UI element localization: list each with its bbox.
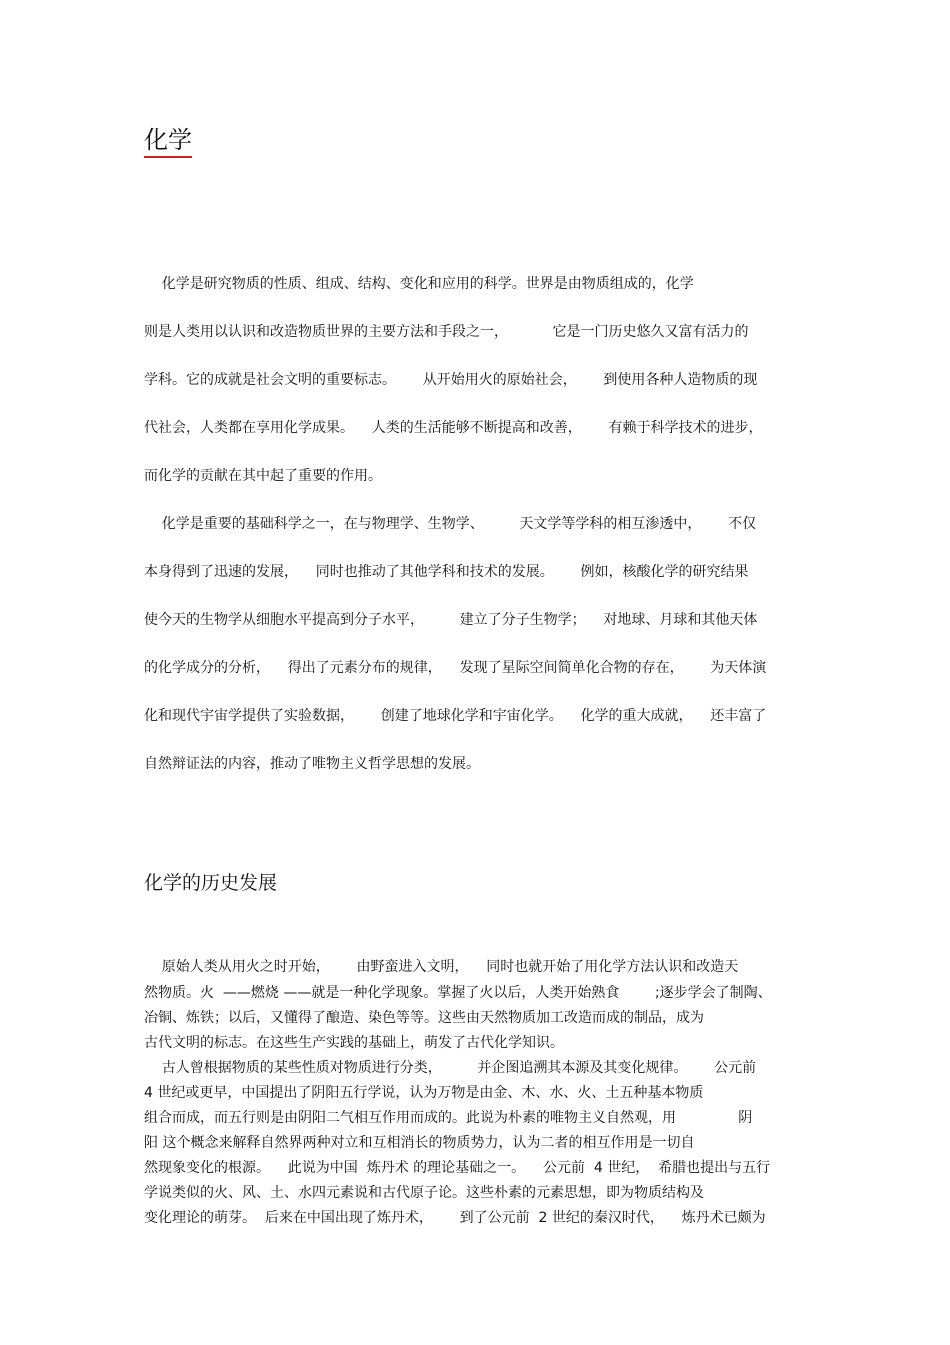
paragraph-line: 化学是重要的基础科学之一，在与物理学、生物学、 天文学等学科的相互渗透中， 不仅 (144, 516, 757, 532)
paragraph-line: 古人曾根据物质的某些性质对物质进行分类， 并企图追溯其本源及其变化规律。 公元前 (144, 1060, 757, 1076)
paragraph-line: 化和现代宇宙学提供了实验数据， 创建了地球化学和宇宙化学。 化学的重大成就， 还丰富了 (144, 708, 767, 724)
paragraph-line: 然物质。火 ——燃烧 ——就是一种化学现象。掌握了火以后，人类开始熟食 ;逐步学会了制陶、 (144, 985, 772, 1001)
paragraph-line: 原始人类从用火之时开始， 由野蛮进入文明， 同时也就开始了用化学方法认识和改造天 (144, 959, 739, 975)
paragraph-line: 学说类似的火、风、土、水四元素说和古代原子论。这些朴素的元素思想，即为物质结构及 (144, 1185, 704, 1201)
paragraph-line: 本身得到了迅速的发展， 同时也推动了其他学科和技术的发展。 例如，核酸化学的研究结果 (144, 564, 749, 580)
paragraph-line: 而化学的贡献在其中起了重要的作用。 (144, 468, 382, 484)
paragraph-line: 则是人类用以认识和改造物质世界的主要方法和手段之一， 它是一门历史悠久又富有活力的 (144, 324, 749, 340)
page-title: 化学 (144, 124, 192, 158)
paragraph-line: 代社会，人类都在享用化学成果。 人类的生活能够不断提高和改善， 有赖于科学技术的进步， (144, 420, 763, 436)
paragraph-line: 冶铜、炼铁；以后，又懂得了酿造、染色等等。这些由天然物质加工改造而成的制品，成为 (144, 1010, 704, 1026)
paragraph-line: 使今天的生物学从细胞水平提高到分子水平， 建立了分子生物学； 对地球、月球和其他天体 (144, 612, 758, 628)
paragraph-line: 化学是研究物质的性质、组成、结构、变化和应用的科学。世界是由物质组成的，化学 (144, 276, 694, 292)
paragraph-line: 变化理论的萌芽。 后来在中国出现了炼丹术， 到了公元前 2 世纪的秦汉时代， 炼丹术已颇为 (144, 1210, 766, 1226)
paragraph-line: 4 世纪或更早，中国提出了阴阳五行学说，认为万物是由金、木、水、火、土五种基本物质 (144, 1085, 704, 1101)
paragraph-line: 学科。它的成就是社会文明的重要标志。 从开始用火的原始社会， 到使用各种人造物质的现 (144, 372, 758, 388)
paragraph-line: 组合而成，而五行则是由阴阳二气相互作用而成的。此说为朴素的唯物主义自然观，用 阴 (144, 1110, 753, 1126)
paragraph-line: 然现象变化的根源。 此说为中国 炼丹术 的理论基础之一。 公元前 4 世纪， 希腊也提出与五行 (144, 1160, 771, 1176)
paragraph-line: 的化学成分的分析， 得出了元素分布的规律， 发现了星际空间简单化合物的存在， 为天体演 (144, 660, 767, 676)
section-heading: 化学的历史发展 (144, 872, 278, 894)
paragraph-line: 古代文明的标志。在这些生产实践的基础上，萌发了古代化学知识。 (144, 1035, 564, 1051)
paragraph-line: 自然辩证法的内容，推动了唯物主义哲学思想的发展。 (144, 756, 480, 772)
paragraph-line: 阳 这个概念来解释自然界两种对立和互相消长的物质势力，认为二者的相互作用是一切自 (144, 1135, 695, 1151)
